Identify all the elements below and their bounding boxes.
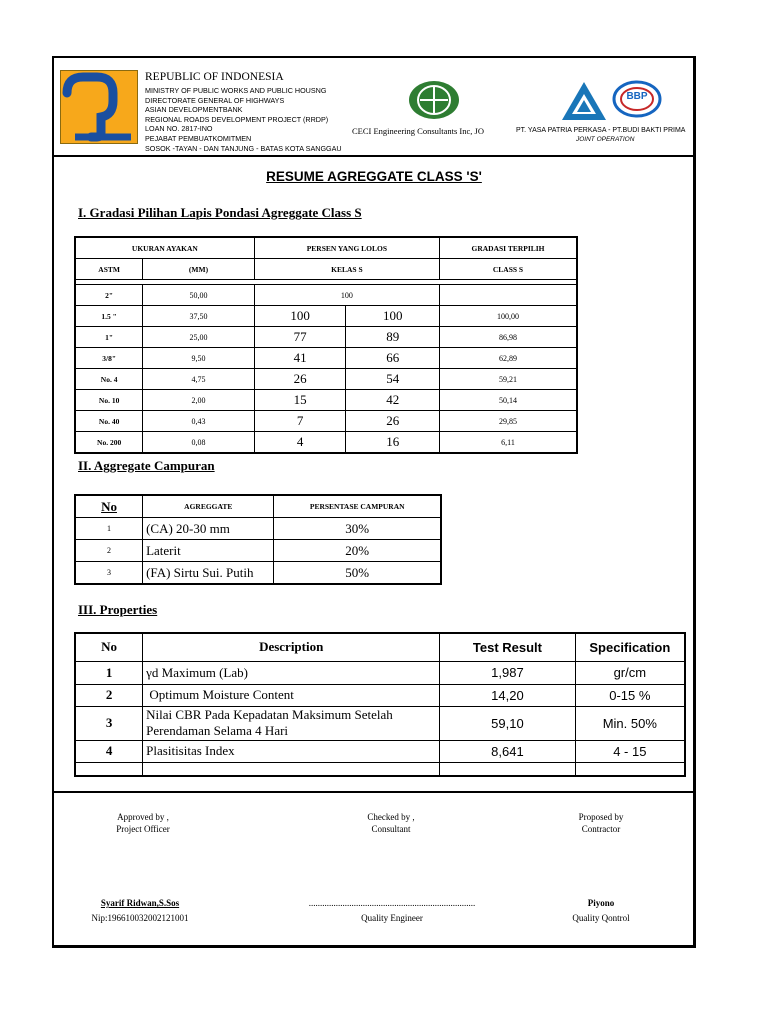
proposed-signatory [528,896,674,926]
section1-heading: I. Gradasi Pilihan Lapis Pondasi Agreggate Class S [78,205,362,220]
approved-name: Syarif Ridwan,S.Sos [100,898,180,908]
table-row: No. 200 0,08 4 16 6,11 [75,432,577,454]
table-row: 3 Nilai CBR Pada Kepadatan Maksimum Setelah Perendaman Selama 4 Hari 59,10 Min. 50% [75,706,685,740]
col-no: No [75,633,143,661]
mix-table [74,494,442,585]
col-persen: PERSEN YANG LOLOS [254,237,439,259]
signature-divider [52,791,696,793]
table-row: 3/8" 9,50 41 66 62,89 [75,348,577,369]
joint-operation: JOINT OPERATION [576,136,635,143]
consultant-name: CECI Engineering Consultants Inc, JO [352,126,484,136]
col-spec: Specification [575,633,685,661]
table-row: 2" 50,00 100 [75,285,577,306]
col-desc: Description [143,633,440,661]
checked-block: Checked by , Consultant [367,812,415,834]
table-row: 1.5 " 37,50 100 100 100,00 [75,306,577,327]
gradation-table [74,236,578,454]
sub-mm: (MM) [143,259,255,280]
approved-nip: Nip:196610032002121001 [91,913,189,923]
yogo-logo-icon: YOGO [560,80,608,129]
public-works-logo [60,70,138,144]
proposed-name: Piyono [587,898,615,908]
table-row: No. 4 4,75 26 54 59,21 [75,369,577,390]
org-title: REPUBLIC OF INDONESIA [145,71,284,83]
ceci-logo-icon [408,80,460,125]
approved-signatory [60,896,220,926]
table-row: No. 10 2,00 15 42 50,14 [75,390,577,411]
header-divider [52,155,696,157]
org-lines: MINISTRY OF PUBLIC WORKS AND PUBLIC HOUSNG DIRECTORATE GENERAL OF HIGHWAYS ASIAN DEVELOPMENTBANK REGIONAL ROADS DEVELOPMENT PROJECT (RRDP) LOAN NO. 2817-INO PEJABAT PEMBUATKOMITMEN SOSOK -TAYAN - DAN TANJUNG - BATAS KOTA SANGGAU [145,86,342,153]
col-ukuran: UKURAN AYAKAN [75,237,254,259]
properties-table [74,632,686,777]
sub-class: CLASS S [440,259,578,280]
table-row: 1 γd Maximum (Lab) 1,987 gr/cm [75,661,685,684]
bbp-logo-icon: BBP [612,80,662,123]
proposed-block: Proposed by Contractor [578,812,624,834]
col-gradasi: GRADASI TERPILIH [440,237,578,259]
section2-heading: II. Aggregate Campuran [78,458,215,473]
col-result: Test Result [440,633,575,661]
contractor-name: PT. YASA PATRIA PERKASA - PT.BUDI BAKTI PRIMA [516,127,686,134]
table-row: 3 (FA) Sirtu Sui. Putih 50% [75,562,441,585]
table-row [75,762,685,776]
table-row: No. 40 0,43 7 26 29,85 [75,411,577,432]
table-row: 1 (CA) 20-30 mm 30% [75,518,441,540]
table-row: 1" 25,00 77 89 86,98 [75,327,577,348]
sub-kelas: KELAS S [254,259,439,280]
col-agg: AGREGGATE [143,495,274,518]
col-no: No [75,495,143,518]
checked-line: .......................................................................... [308,898,476,908]
table-row: 4 Plasitisitas Index 8,641 4 - 15 [75,740,685,762]
page-title: RESUME AGREGGATE CLASS 'S' [266,169,482,184]
col-pct: PERSENTASE CAMPURAN [274,495,441,518]
proposed-role: Quality Qontrol [572,913,630,923]
sub-astm: ASTM [75,259,143,280]
approved-block: Approved by , Project Officer [116,812,170,834]
section3-heading: III. Properties [78,602,158,617]
table-row: 2 Optimum Moisture Content 14,20 0-15 % [75,684,685,706]
table-row: 2 Laterit 20% [75,540,441,562]
checked-role: Quality Engineer [361,913,423,923]
checked-signatory [270,896,514,926]
